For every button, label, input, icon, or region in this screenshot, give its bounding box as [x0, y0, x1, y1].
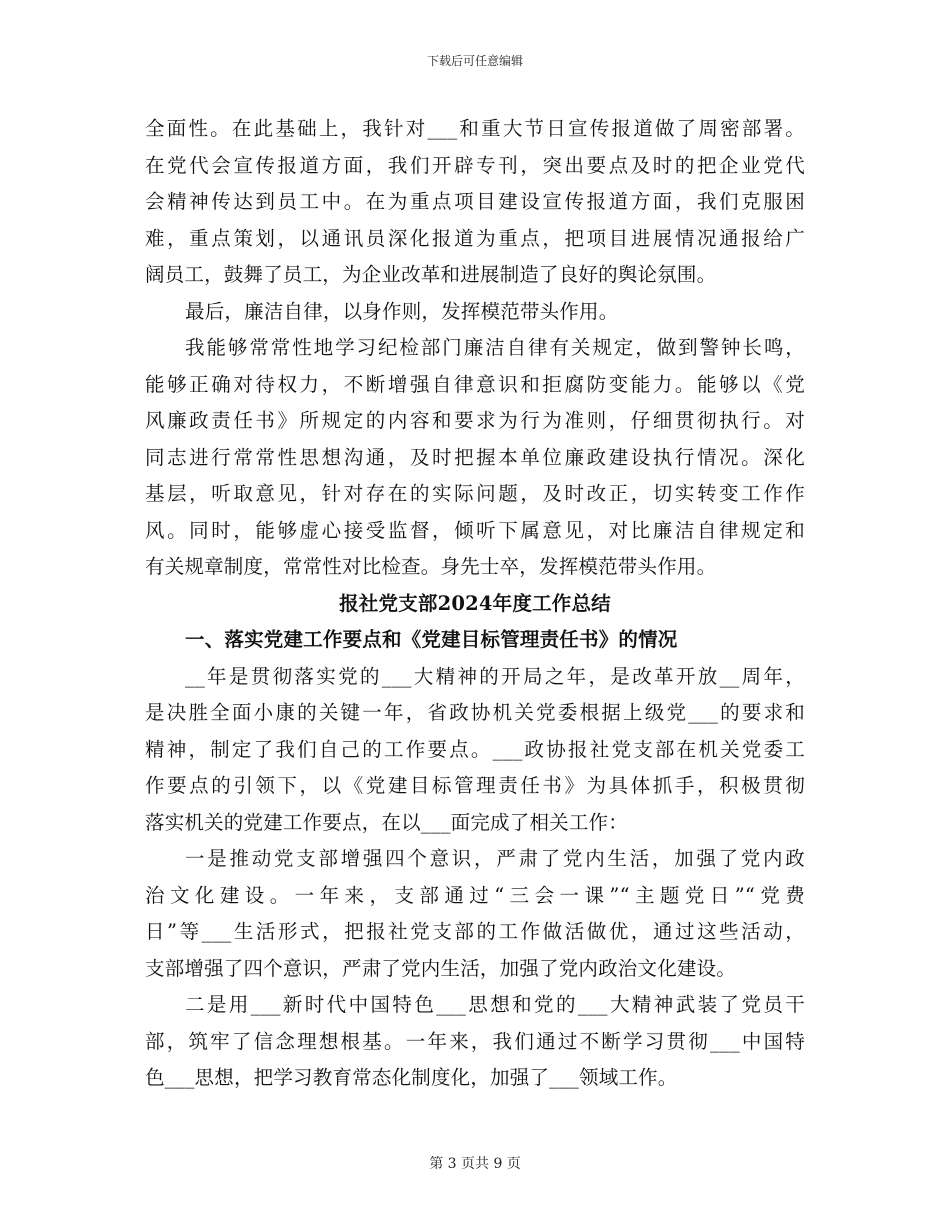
text-line: 色___思想，把学习教育常态化制度化，加强了___领域工作。 [145, 1066, 678, 1089]
text-line: 能够正确对待权力，不断增强自律意识和拒腐防变能力。能够以《党 [145, 372, 805, 396]
document-title: 报社党支部2024年度工作总结 [339, 591, 611, 615]
text-line: 作要点的引领下，以《党建目标管理责任书》为具体抓手，积极贯彻 [145, 774, 805, 797]
page-footer: 第 3 页共 9 页 [429, 1156, 521, 1172]
text-line: 部，筑牢了信念理想根基。一年来，我们通过不断学习贯彻___中国特 [145, 1029, 805, 1053]
page-header: 下载后可任意编辑 [426, 54, 523, 68]
text-line: 最后，廉洁自律，以身作则，发挥模范带头作用。 [185, 299, 619, 323]
text-line: 二是用___新时代中国特色___思想和党的___大精神武装了党员干 [185, 993, 805, 1016]
text-line: 全面性。在此基础上，我针对___和重大节日宣传报道做了周密部署。 [145, 117, 805, 140]
section-heading: 一、落实党建工作要点和《党建目标管理责任书》的情况 [185, 628, 678, 651]
text-line: 治文化建设。一年来，支部通过“三会一课”“主题党日”“党费 [145, 883, 805, 907]
text-line: 是决胜全面小康的关键一年，省政协机关党委根据上级党___的要求和 [145, 701, 805, 724]
text-line: 基层，听取意见，针对存在的实际问题，及时改正，切实转变工作作 [145, 482, 805, 505]
text-line: 我能够常常性地学习纪检部门廉洁自律有关规定，做到警钟长鸣， [185, 336, 805, 359]
document-body [145, 111, 805, 1097]
text-line: 落实机关的党建工作要点，在以___面完成了相关工作： [145, 810, 628, 834]
text-line: 一是推动党支部增强四个意识，严肃了党内生活，加强了党内政 [185, 847, 805, 870]
text-line: 阔员工，鼓舞了员工，为企业改革和进展制造了良好的舆论氛围。 [145, 263, 717, 286]
text-line: 难，重点策划，以通讯员深化报道为重点，把项目进展情况通报给广 [145, 226, 805, 250]
text-line: 支部增强了四个意识，严肃了党内生活，加强了党内政治文化建设。 [145, 956, 737, 980]
text-line: 有关规章制度，常常性对比检查。身先士卒，发挥模范带头作用。 [145, 555, 717, 578]
text-line: 会精神传达到员工中。在为重点项目建设宣传报道方面，我们克服困 [145, 190, 805, 213]
text-line: 同志进行常常性思想沟通，及时把握本单位廉政建设执行情况。深化 [145, 445, 805, 469]
text-line: __年是贯彻落实党的___大精神的开局之年，是改革开放__周年， [185, 664, 805, 688]
text-line: 在党代会宣传报道方面，我们开辟专刊，突出要点及时的把企业党代 [145, 153, 805, 177]
text-line: 风。同时，能够虚心接受监督，倾听下属意见，对比廉洁自律规定和 [145, 518, 805, 542]
text-line: 精神，制定了我们自己的工作要点。___政协报社党支部在机关党委工 [145, 737, 805, 761]
text-line: 日”等___生活形式，把报社党支部的工作做活做优，通过这些活动， [145, 920, 805, 943]
text-line: 风廉政责任书》所规定的内容和要求为行为准则，仔细贯彻执行。对 [145, 409, 805, 432]
